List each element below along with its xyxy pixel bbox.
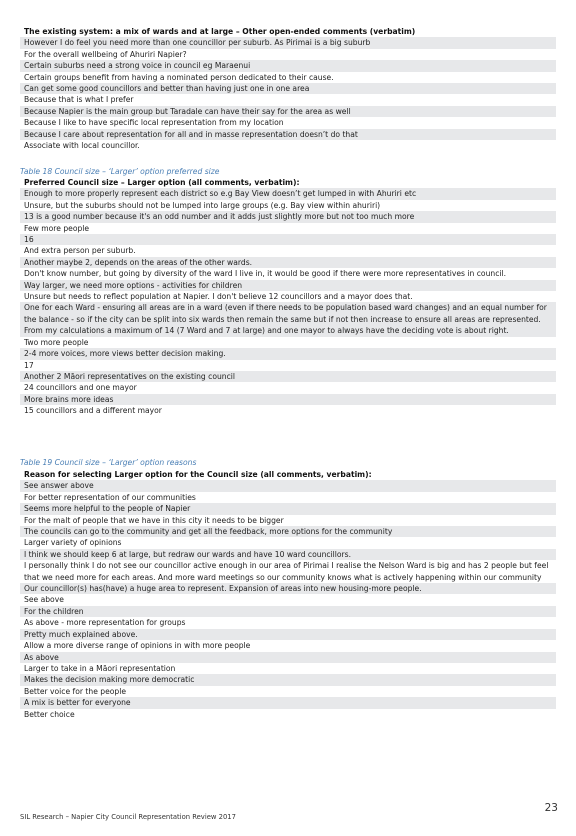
- table-row: As above: [20, 652, 556, 663]
- table-row: Better choice: [20, 709, 556, 720]
- table-row: Way larger, we need more options - activities for children: [20, 280, 556, 291]
- table-row: Our councillor(s) has(have) a huge area to represent. Expansion of areas into new housing-more people.: [20, 583, 556, 594]
- table-row: See above: [20, 594, 556, 605]
- table-row: 13 is a good number because it's an odd number and it adds just slightly more but not too much more: [20, 211, 556, 222]
- table-row: For better representation of our communities: [20, 492, 556, 503]
- table-header: The existing system: a mix of wards and at large – Other open-ended comments (verbatim): [20, 26, 556, 37]
- table-row: I personally think I do not see our councillor active enough in our area of Pirimai I realise the Nelson Ward is big and has 2 people but feel that we need more for each areas. And more ward meetings so our community knows what is actively happening within our community: [20, 560, 556, 583]
- table-row: Can get some good councillors and better than having just one in one area: [20, 83, 556, 94]
- table-row: As above - more representation for groups: [20, 617, 556, 628]
- table-row: For the children: [20, 606, 556, 617]
- table-row: Another 2 Māori representatives on the existing council: [20, 371, 556, 382]
- table-row: Another maybe 2, depends on the areas of the other wards.: [20, 257, 556, 268]
- table-row: Larger variety of opinions: [20, 537, 556, 548]
- table-row: For the malt of people that we have in this city it needs to be bigger: [20, 515, 556, 526]
- comments-table-existing-system: [20, 26, 556, 151]
- table-18-caption: Table 18 Council size – ‘Larger’ option preferred size: [20, 167, 220, 176]
- table-row: 15 councillors and a different mayor: [20, 405, 556, 416]
- table-row: Few more people: [20, 223, 556, 234]
- comments-table-larger-reasons: [20, 469, 556, 720]
- table-row: Better voice for the people: [20, 686, 556, 697]
- table-row: One for each Ward - ensuring all areas are in a ward (even if there needs to be population based ward changes) and an equal number for the balance - so if the city can be split into six wards then remain the same but if not then increase to ensure all areas are represented. From my calculations a maximum of 14 (7 Ward and 7 at large) and one mayor to always have the deciding vote is about right.: [20, 302, 556, 336]
- table-row: Certain suburbs need a strong voice in council eg Maraenui: [20, 60, 556, 71]
- table-row: 2-4 more voices, more views better decision making.: [20, 348, 556, 359]
- table-row: Allow a more diverse range of opinions in with more people: [20, 640, 556, 651]
- comments-table-preferred-size: [20, 177, 556, 417]
- table-row: Seems more helpful to the people of Napier: [20, 503, 556, 514]
- table-row: Because that is what I prefer: [20, 94, 556, 105]
- table-header: Reason for selecting Larger option for the Council size (all comments, verbatim):: [20, 469, 556, 480]
- table-row: For the overall wellbeing of Ahuriri Napier?: [20, 49, 556, 60]
- page-number: 23: [544, 802, 558, 814]
- table-row: A mix is better for everyone: [20, 697, 556, 708]
- table-row: More brains more ideas: [20, 394, 556, 405]
- table-row: Unsure but needs to reflect population at Napier. I don't believe 12 councillors and a mayor does that.: [20, 291, 556, 302]
- table-row: Associate with local councillor.: [20, 140, 556, 151]
- table-row: Makes the decision making more democratic: [20, 674, 556, 685]
- table-row: Two more people: [20, 337, 556, 348]
- table-row: Because I care about representation for all and in masse representation doesn’t do that: [20, 129, 556, 140]
- table-row: And extra person per suburb.: [20, 245, 556, 256]
- table-row: Because Napier is the main group but Taradale can have their say for the area as well: [20, 106, 556, 117]
- table-row: 16: [20, 234, 556, 245]
- table-row: Enough to more properly represent each district so e.g Bay View doesn’t get lumped in with Ahuriri etc: [20, 188, 556, 199]
- table-row: See answer above: [20, 480, 556, 491]
- table-row: However I do feel you need more than one councillor per suburb. As Pirimai is a big suburb: [20, 37, 556, 48]
- table-row: Certain groups benefit from having a nominated person dedicated to their cause.: [20, 72, 556, 83]
- table-19-caption: Table 19 Council size – ‘Larger’ option reasons: [20, 458, 197, 467]
- table-row: Unsure, but the suburbs should not be lumped into large groups (e.g. Bay view within ahuriri): [20, 200, 556, 211]
- table-row: Because I like to have specific local representation from my location: [20, 117, 556, 128]
- table-row: Larger to take in a Māori representation: [20, 663, 556, 674]
- page-footer: SIL Research – Napier City Council Representation Review 2017: [20, 813, 236, 821]
- table-row: 17: [20, 360, 556, 371]
- table-row: I think we should keep 6 at large, but redraw our wards and have 10 ward councillors.: [20, 549, 556, 560]
- table-row: Pretty much explained above.: [20, 629, 556, 640]
- table-row: 24 councillors and one mayor: [20, 382, 556, 393]
- table-row: Don't know number, but going by diversity of the ward I live in, it would be good if there were more representatives in council.: [20, 268, 556, 279]
- table-header: Preferred Council size – Larger option (all comments, verbatim):: [20, 177, 556, 188]
- table-row: The councils can go to the community and get all the feedback, more options for the community: [20, 526, 556, 537]
